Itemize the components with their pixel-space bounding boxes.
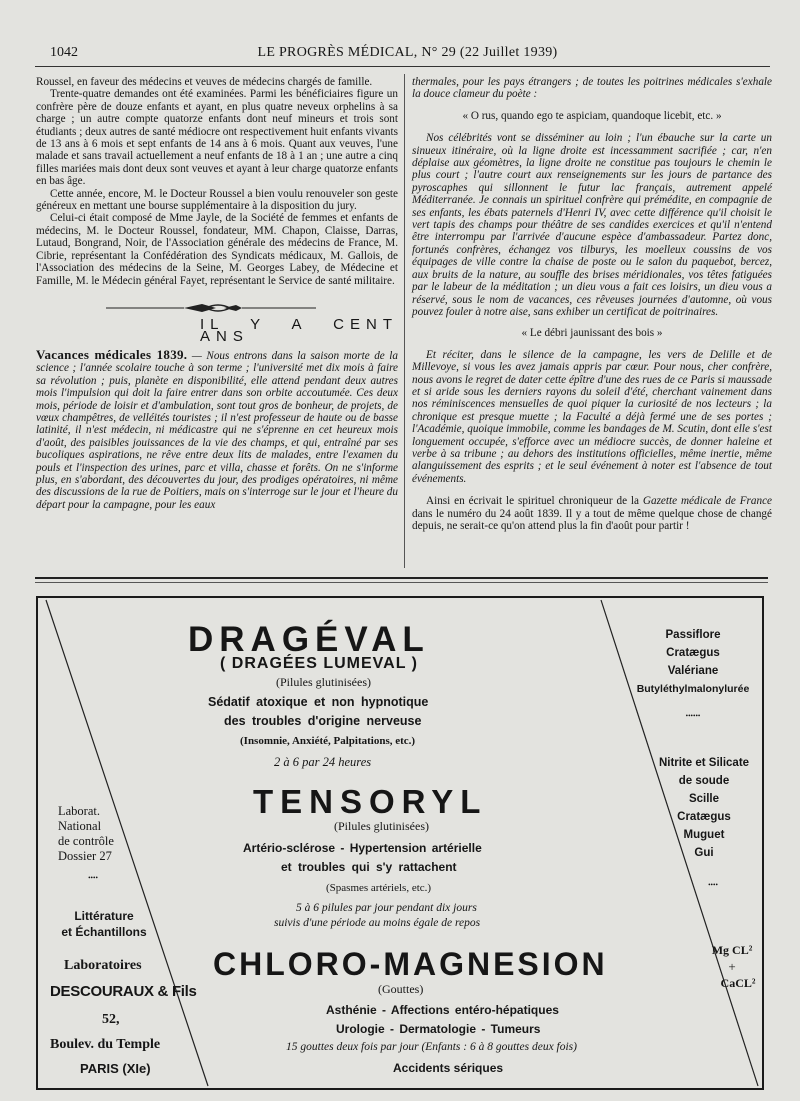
running-header [50,45,765,63]
header-rule [35,66,770,67]
paragraph: Trente-quatre demandes ont été examinées. Parmi les bénéficiaires figure un confrère père de douze enfants et ayant, en plus quatre neveux orphelins à sa charge ; un autre compte quatorze enfants dont neuf mineurs et trois sont étudiants ; deux autres de santé médiocre ont respectivement huit enfants vivants de 13 ans à 6 mois et sept enfants de 14 ans à 6 mois. Quant aux veuves, l'une malade et sans travail actuellement a neuf enfants de 18 à 1 an ; une autre a cinq filles mariées mais dont deux sont veuves et ayant à leur charge quatorze enfants en bas âge. [36,88,398,188]
ad-labo-info [58,804,114,864]
ad-right-list1 [628,626,758,698]
section-title: IL Y A CENT ANS [200,315,398,346]
chloro-desc1: Asthénie - Affections entéro-hépatiques [326,1003,559,1017]
section-header [36,301,398,346]
text-run: Ainsi en écrivait le spirituel chroniqueur de la [426,495,643,508]
literature-line: et Échantillons [61,925,147,939]
page-number: 1042 [50,45,78,60]
paragraph: Nos célébrités vont se disséminer au loin ; l'un ébauche sur la carte un sinueux itinéraire, où la ligne droite est incessamment sacrifiée ; car, n'en déplaise aux géomètres, la ligne droite ne constitue pas toujours le chemin le plus court ; l'autre court aux renseignements sur les jours de partance des pyroscaphes qui sillonnent le futur lac français, autrement appelé Méditerranée. Je connais un spirituel confrère qui prémédite, en compagnie de ses enfants, les ébats paternels d'Henri IV, avec cette différence qu'il choisit le vert tapis des champs pour théâtre de ses candides exercices et qu'il n'entend être interrompu par l'arrivée d'aucune espèce d'ambassadeur. Partez donc, fortunés confrères, échangez vos tilburys, les moelleux coussins de vos équipages de ville contre la chaise de poste ou le salon du paquebot, bercez, aux bruits de la nature, au souffle des brises méridionales, vos têtes fatiguées par le labeur de la méditation ; un dieu vous a fait ces loisirs, un dieu vous a réservé, sous le nom de vacances, ces rêveuses journées d'automne, où vous pouvez fouler à notre aise, sans exhiber un certificat de poitrinaires. [412,132,772,318]
advertisement [36,596,764,1090]
journal-name: Gazette médicale de France [642,495,772,508]
chem-formula: CaCL² [720,976,756,990]
ad-stars: •••• [88,874,98,882]
text-run: dans le numéro du 24 août 1839. Il y a tout de même quelque chose de changé depuis, ne serait-ce qu'on attend plus la fin d'août pour partir ! [412,507,772,532]
ad-stars: •••• [708,881,718,889]
paragraph: Celui-ci était composé de Mme Jayle, de la Société de femmes et enfants de médecins, M. le Docteur Roussel, fondateur, MM. Chapon, Claisse, Darras, Lutaud, Bongrand, Noir, de l'Association générale des médecins de France, M. Cibrie, représentant la Confédération des Syndicats médicaux, M. Gallois, de l'Association des médecins de la Seine, M. Georges Labey, de Médecine et Famille, M. le Médecin général Fayet, représentant le Service de santé militaire. [36,212,398,287]
literature-line: Littérature [74,909,134,923]
labo-line: Dossier 27 [58,849,112,863]
ingredient: Passiflore [665,629,721,641]
paragraph: Cette année, encore, M. le Docteur Roussel a bien voulu renouveler son geste généreux en mettant une bourse supplémentaire à la disposition du jury. [36,187,398,213]
quotation: « Le débri jaunissant des bois » [521,327,663,340]
ingredient: Valériane [667,665,719,677]
lab-address-street: Boulev. du Temple [50,1037,161,1052]
ornament-divider [106,301,316,315]
paragraph: Et réciter, dans le silence de la campagne, les vers de Delille et de Millevoye, si vous les avez jamais appris par cœur. Pour nous, cher confrère, nous avons le regret de dater cette épître d'une des rues de ce Paris si maussade et si aride sous les derniers rayons du soleil d'été, cherchant vainement dans nos réminiscences mensuelles de quoi piquer la curiosité de nos lecteurs ; la chronique est presque muette ; la Faculté a déjà fermé une de ses portes ; l'Académie, quoique immobile, comme les bandages de M. Scutin, dont elle s'est longuement occupée, s'efforce avec un médiocre succès, de donner haleine et verbe à sa tribune ; au dehors des institutions officielles, même inertie, même alanguissement des esprits ; et le seul événement à noter est l'absence de tout événements. [412,348,772,485]
ingredient: Gui [694,847,714,859]
chem-formula: Mg CL² [711,943,753,957]
ingredient: Nitrite et Silicate [658,757,750,769]
lab-address-number: 52, [102,1012,120,1027]
dragees-title: DRAGÉVAL [188,620,430,659]
lab-name: DESCOURAUX & Fils [50,983,197,1000]
left-column [36,76,398,511]
dragees-desc2: des troubles d'origine nerveuse [224,714,422,728]
lab-address-city: PARIS (XIe) [80,1061,151,1076]
dragees-desc1: Sédatif atoxique et non hypnotique [208,695,429,709]
labo-line: National [58,819,102,833]
tensoryl-desc2: et troubles qui s'y rattachent [281,860,457,874]
tensoryl-pills: (Pilules glutinisées) [334,819,429,833]
ingredient: Butyléthylmalonylurée [636,683,750,695]
ingredient: Muguet [683,829,725,841]
dragees-desc3: (Insomnie, Anxiété, Palpitations, etc.) [240,735,416,747]
tensoryl-dose1: 5 à 6 pilules par jour pendant dix jours [296,902,477,914]
page-separator-thin [35,582,768,583]
ingredient: Cratægus [666,647,720,659]
journal-title: LE PROGRÈS MÉDICAL, N° 29 (22 Juillet 1939) [257,45,558,60]
lab-title: Laboratoires [64,958,142,973]
ad-stars: •••••• [685,712,701,720]
chloro-desc2: Urologie - Dermatologie - Tumeurs [336,1022,541,1036]
ad-right-list2 [644,754,764,862]
ingredient: de soude [678,775,730,787]
dragees-subtitle: ( DRAGÉES LUMEVAL ) [220,655,418,672]
paragraph: thermales, pour les pays étrangers ; de toutes les poitrines médicales s'exhale la douce clameur du poète : [412,76,772,101]
dragees-pills: (Pilules glutinisées) [276,675,371,689]
tensoryl-title: TENSORYL [253,783,488,820]
right-column [412,76,772,532]
article-heading: Vacances médicales 1839. [36,346,188,362]
tensoryl-dose2: suivis d'une période au moins égale de repos [274,917,481,929]
paragraph: Roussel, en faveur des médecins et veuves de médecins chargés de famille. [36,76,373,88]
chloro-accidents: Accidents sériques [393,1061,504,1075]
column-rule [404,74,405,568]
labo-line: Laborat. [58,804,100,818]
ingredient: Cratægus [677,811,731,823]
tensoryl-desc3: (Spasmes artériels, etc.) [326,882,432,894]
quotation: « O rus, quando ego te aspiciam, quandoque licebit, etc. » [462,109,722,122]
dragees-dose: 2 à 6 par 24 heures [274,755,372,769]
labo-line: de contrôle [58,834,114,848]
ad-literature [44,908,164,940]
paragraph [412,495,772,532]
ingredient: Scille [688,793,720,805]
article-text: — Nous entrons dans la saison morte de la science ; l'année scolaire touche à son terme ; l'université met dix mois à faire sa révolution ; puis, planète en disponibilité, elle attend pendant deux autres mois l'impulsion qui doit la faire entrer dans son orbite accoutumée. Ces deux mois, période de loisir et d'ambulation, sont tout gros de bonheur, de projets, de vœux champêtres, de velléités touristes ; il n'est professeur de haute ou de basse latinité, il n'est médecin, ni médicastre qui ne s'éprenne en cet heureux mois d'août, des paisibles jouissances de la vie des champs, et qui, entraîné par ses bucoliques aspirations, ne rêve entre deux lits de malades, entre l'examen du pouls et l'inspection des urines, parc et villa, chasse et forêts. On ne s'informe plus, en s'abordant, des découvertes du jour, des prodiges opératoires, ni même des discussions de la rue de Poitiers, mais on s'interroge sur le jour et l'heure du départ pour la campagne, pour les eaux [36,349,398,511]
chloro-form: (Gouttes) [378,982,424,996]
tensoryl-desc1: Artério-sclérose - Hypertension artérielle [243,841,482,855]
chloro-dose: 15 gouttes deux fois par jour (Enfants : 6 à 8 gouttes deux fois) [286,1041,577,1053]
chem-plus: + [728,959,736,974]
chloro-title: CHLORO-MAGNESION [213,946,608,982]
page-separator [35,577,768,579]
article-vacances [36,346,398,511]
